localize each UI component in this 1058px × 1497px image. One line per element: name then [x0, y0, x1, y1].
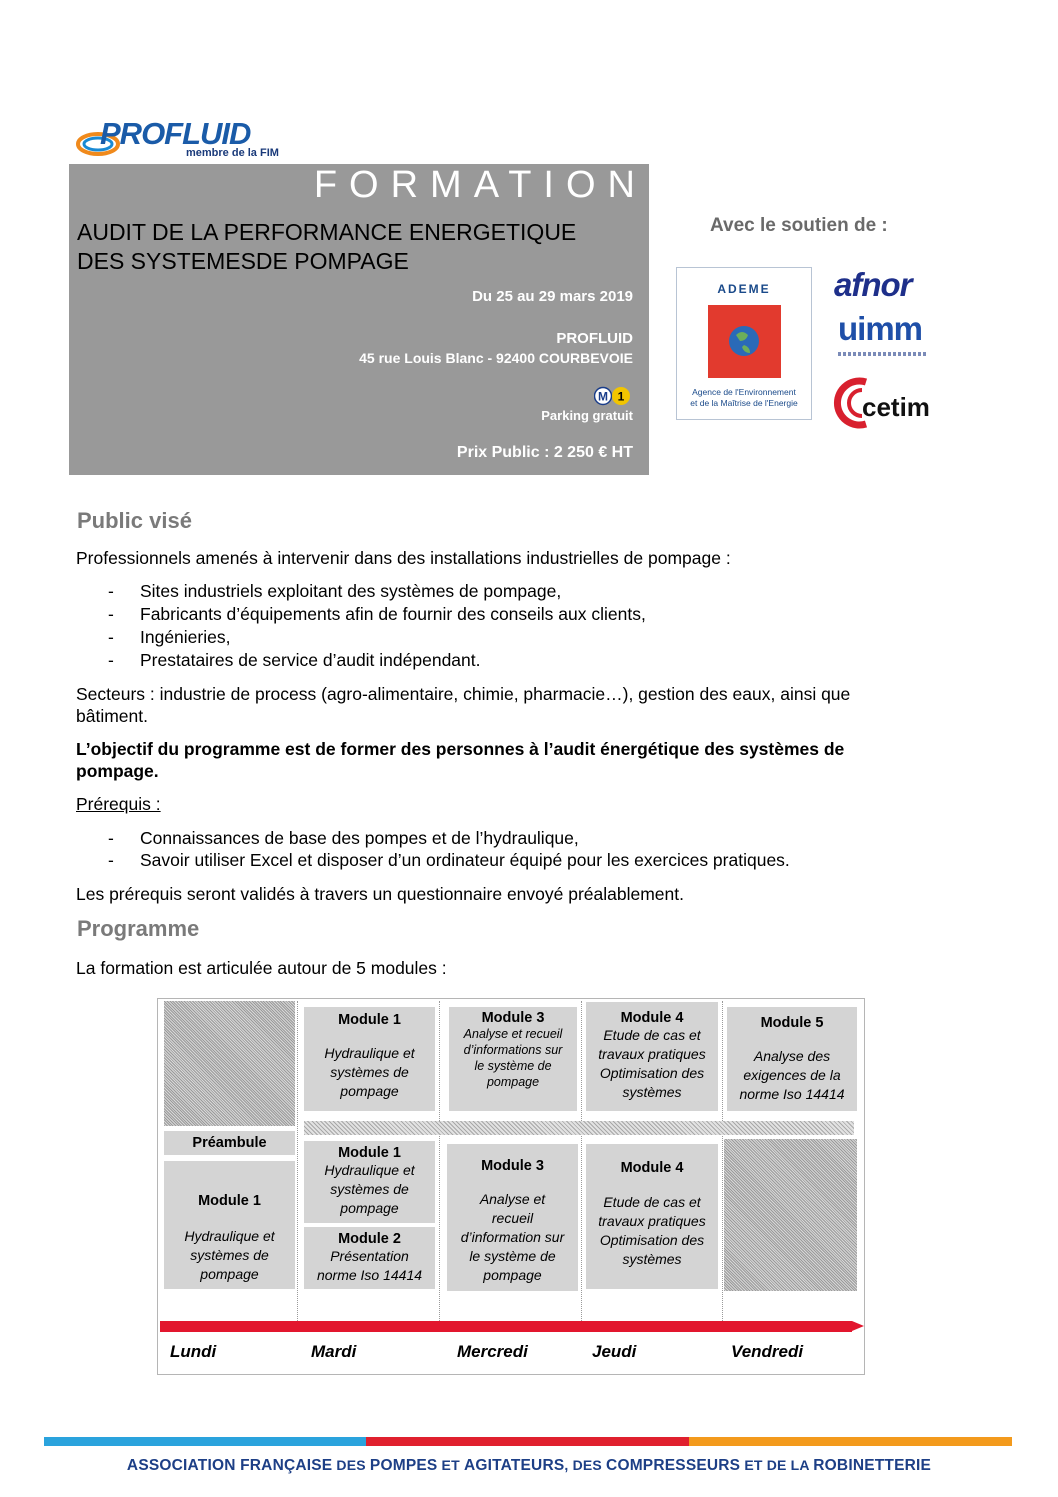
ademe-caption	[679, 387, 809, 409]
module-desc: pompage	[483, 1267, 542, 1283]
module-desc: norme Iso 14414	[316, 1267, 423, 1283]
module-title: Module 3	[481, 1010, 545, 1026]
profluid-logo	[74, 112, 294, 162]
module-desc: Analyse et	[479, 1191, 546, 1207]
footer-word: , DES	[564, 1457, 607, 1473]
preamble-title: Préambule	[192, 1135, 267, 1151]
day-label: Mercredi	[457, 1342, 528, 1361]
timeline-arrow	[160, 1321, 852, 1332]
module-desc: pompage	[486, 1075, 540, 1089]
module-box	[449, 1007, 577, 1111]
programme-intro: La formation est articulée autour de 5 modules :	[76, 958, 447, 978]
module-desc: Optimisation des	[599, 1232, 705, 1248]
lunch-break-band	[304, 1121, 854, 1135]
module-desc: Hydraulique et	[324, 1162, 415, 1178]
module-desc: travaux pratiques	[598, 1213, 706, 1229]
price: Prix Public : 2 250 € HT	[456, 444, 633, 461]
list-dash: -	[108, 604, 114, 624]
list-dash: -	[108, 850, 114, 870]
course-title	[77, 218, 637, 276]
module-desc: Etude de cas et	[603, 1194, 701, 1210]
module-desc: systèmes de	[190, 1247, 269, 1263]
module-desc: travaux pratiques	[598, 1046, 706, 1062]
globe-icon	[708, 305, 781, 378]
day-label: Jeudi	[592, 1342, 637, 1361]
module-title: Module 3	[481, 1158, 544, 1174]
module-box	[447, 1144, 578, 1291]
module-desc: systèmes	[622, 1084, 682, 1100]
day-separator	[297, 1001, 298, 1321]
list-item: Sites industriels exploitant des systèmes de pompage,	[140, 581, 562, 601]
module-desc: norme Iso 14414	[739, 1086, 845, 1102]
sectors-line: Secteurs : industrie de process (agro-alimentaire, chimie, pharmacie…), gestion des eaux, ainsi que	[76, 684, 851, 704]
objective-line: pompage.	[76, 761, 159, 781]
module-box	[304, 1141, 435, 1223]
module-desc: Présentation	[330, 1248, 409, 1264]
banner-title: FORMATION	[313, 164, 647, 206]
module-desc: le système de	[474, 1059, 552, 1073]
module-title: Module 1	[338, 1145, 401, 1161]
list-item: Fabricants d’équipements afin de fournir des conseils aux clients,	[140, 604, 646, 624]
afnor-logo: afnor	[834, 266, 912, 303]
logo-subtitle: membre de la FIM	[186, 147, 279, 159]
metro-line-number: 1	[617, 389, 625, 404]
footer-word: ET	[437, 1457, 464, 1473]
module-desc: systèmes de	[330, 1064, 409, 1080]
module-desc: Analyse et recueil	[463, 1027, 563, 1041]
programme-heading: Programme	[77, 916, 200, 941]
cetim-logo: cetim	[862, 392, 930, 422]
module-box	[586, 1002, 718, 1111]
list-dash: -	[108, 627, 114, 647]
module-box	[304, 1007, 435, 1111]
footer-word: DES	[332, 1457, 370, 1473]
prereq-item: Connaissances de base des pompes et de l’hydraulique,	[140, 828, 579, 848]
metro-letter: M	[598, 389, 608, 404]
footer-word: AGITATEURS	[463, 1457, 565, 1474]
list-dash: -	[108, 650, 114, 670]
ademe-caption-line: Agence de l'Environnement	[692, 387, 796, 397]
course-title-line: DES SYSTEMESDE POMPAGE	[77, 248, 409, 274]
module-desc: d’information sur	[460, 1229, 565, 1245]
module-box	[586, 1144, 718, 1289]
day-label: Vendredi	[731, 1342, 804, 1361]
ademe-title: ADEME	[717, 282, 771, 296]
prereq-label: Prérequis :	[76, 794, 161, 814]
sectors-line: bâtiment.	[76, 706, 148, 726]
module-title: Module 1	[198, 1193, 261, 1209]
prereq-item: Savoir utiliser Excel et disposer d’un ordinateur équipé pour les exercices pratiques.	[140, 850, 790, 870]
module-desc: systèmes de	[330, 1181, 409, 1197]
schedule-grid	[157, 998, 865, 1375]
module-box	[164, 1161, 295, 1289]
organizer-address: 45 rue Louis Blanc - 92400 COURBEVOIE	[359, 350, 633, 366]
ademe-logo	[676, 267, 812, 420]
footer-bar-blue	[44, 1437, 366, 1446]
module-desc: pompage	[200, 1266, 259, 1282]
day-separator	[722, 1001, 723, 1321]
module-desc: Etude de cas et	[603, 1027, 701, 1043]
module-desc: le système de	[469, 1248, 556, 1264]
module-box	[727, 1007, 857, 1111]
support-label: Avec le soutien de :	[710, 215, 888, 236]
logo-wordmark: PROFLUID	[100, 116, 251, 151]
formation-banner	[69, 164, 649, 475]
uimm-logo: uimm	[838, 310, 923, 347]
objective-line: L’objectif du programme est de former des personnes à l’audit énergétique des systèmes de	[76, 739, 845, 759]
preamble-box	[164, 1131, 295, 1155]
module-title: Module 5	[760, 1015, 824, 1031]
footer-word: ROBINETTERIE	[813, 1457, 932, 1474]
prereq-note: Les prérequis seront validés à travers un questionnaire envoyé préalablement.	[76, 884, 684, 904]
metro-icon	[594, 386, 632, 406]
list-item: Ingénieries,	[140, 627, 231, 647]
public-heading: Public visé	[77, 508, 192, 533]
footer-bar-orange	[689, 1437, 1012, 1446]
course-dates: Du 25 au 29 mars 2019	[472, 288, 633, 305]
list-item: Prestataires de service d’audit indépendant.	[140, 650, 481, 670]
footer-word: ASSOCIATION FRANÇAISE	[126, 1457, 333, 1474]
day-label: Lundi	[170, 1342, 217, 1361]
day-separator	[439, 1001, 440, 1321]
empty-slot	[724, 1139, 857, 1291]
ademe-square	[708, 305, 781, 378]
uimm-tagline	[838, 352, 928, 356]
module-desc: Hydraulique et	[324, 1045, 415, 1061]
parking-info: Parking gratuit	[541, 408, 633, 423]
module-desc: d’informations sur	[463, 1043, 563, 1057]
sectors-text	[76, 683, 976, 727]
ademe-caption-line: et de la Maîtrise de l'Energie	[690, 398, 798, 408]
footer-association-name	[0, 1457, 1058, 1475]
footer-word: COMPRESSEURS	[606, 1457, 741, 1474]
module-desc: recueil	[491, 1210, 534, 1226]
module-title: Module 1	[338, 1012, 401, 1028]
public-intro: Professionnels amenés à intervenir dans des installations industrielles de pompage :	[76, 548, 731, 568]
footer-word: POMPES	[369, 1457, 438, 1474]
objective-text	[76, 738, 976, 782]
footer-bar-red	[366, 1437, 689, 1446]
module-desc: Optimisation des	[599, 1065, 705, 1081]
module-desc: pompage	[340, 1083, 399, 1099]
module-title: Module 4	[620, 1160, 684, 1176]
module-desc: exigences de la	[743, 1067, 841, 1083]
day-separator	[581, 1001, 582, 1321]
module-desc: pompage	[340, 1200, 399, 1216]
module-desc: systèmes	[622, 1251, 682, 1267]
list-dash: -	[108, 581, 114, 601]
module-desc: Analyse des	[753, 1048, 831, 1064]
module-desc: Hydraulique et	[184, 1228, 275, 1244]
list-dash: -	[108, 828, 114, 848]
module-box	[304, 1227, 435, 1289]
course-title-line: AUDIT DE LA PERFORMANCE ENERGETIQUE	[77, 219, 577, 245]
organizer-name: PROFLUID	[556, 330, 633, 347]
timeline-arrow-tip	[852, 1321, 864, 1331]
day-label: Mardi	[311, 1342, 357, 1361]
footer-word: ET DE LA	[740, 1457, 814, 1473]
empty-slot	[164, 1001, 295, 1126]
module-title: Module 2	[338, 1231, 401, 1247]
module-title: Module 4	[620, 1010, 684, 1026]
